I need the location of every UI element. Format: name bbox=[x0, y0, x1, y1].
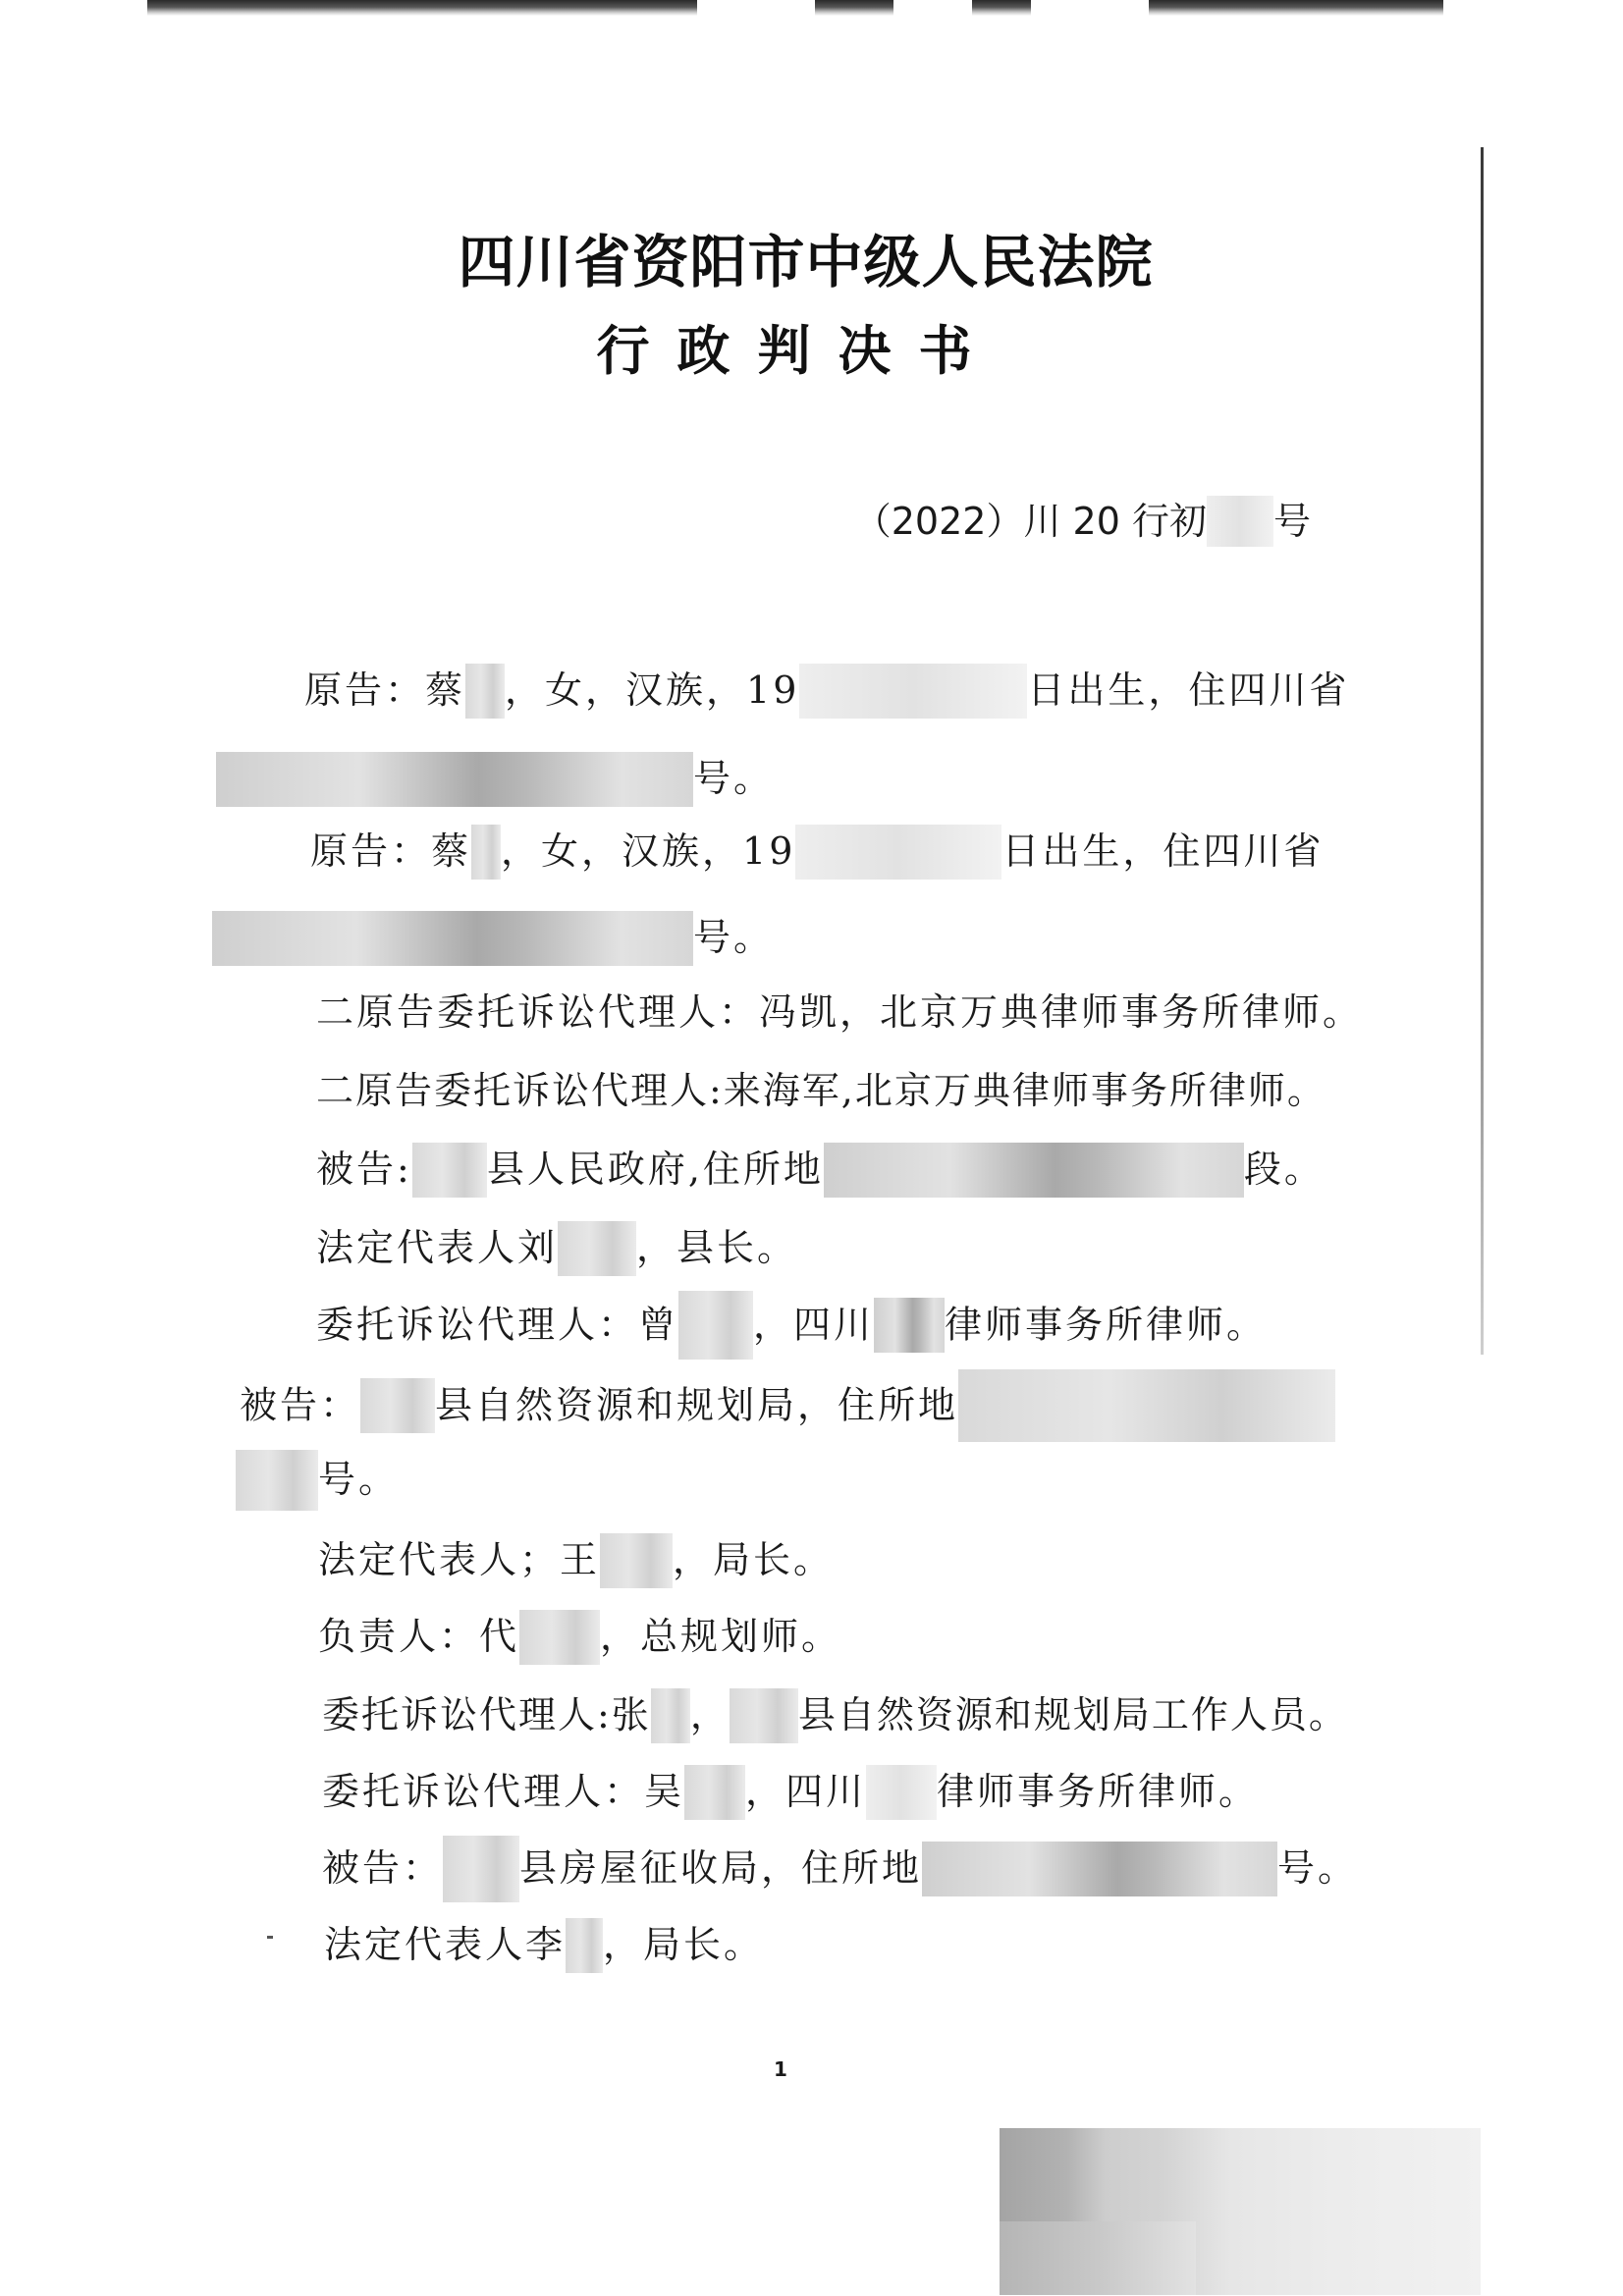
redaction-block bbox=[212, 911, 693, 966]
redaction-block bbox=[958, 1369, 1335, 1442]
defendant1-rep bbox=[316, 1217, 797, 1279]
defendant3-line bbox=[322, 1838, 1358, 1905]
plaintiff2-birth: 日出生，住四川省 bbox=[1001, 829, 1325, 873]
defendant2-rep bbox=[318, 1529, 834, 1591]
plaintiff2-info: ，女，汉族，19 bbox=[501, 829, 796, 873]
redaction-block bbox=[600, 1533, 673, 1588]
redacted-stamp bbox=[1000, 2128, 1481, 2295]
defendant2-agent2 bbox=[322, 1761, 1259, 1823]
defendant3-name: 县房屋征收局，住所地 bbox=[519, 1846, 923, 1890]
scan-edge-gap bbox=[697, 0, 815, 16]
defendant1-address-end: 段。 bbox=[1243, 1148, 1325, 1191]
plaintiff2-line1 bbox=[310, 821, 1324, 882]
redaction-block bbox=[360, 1378, 435, 1433]
redaction-block bbox=[471, 825, 501, 880]
defendant3-label: 被告： bbox=[322, 1846, 444, 1890]
plaintiff2-line2 bbox=[212, 907, 774, 969]
defendant3-rep bbox=[324, 1914, 764, 1976]
plaintiff1-address-end: 号。 bbox=[693, 757, 775, 800]
court-name: 四川省资阳市中级人民法院 bbox=[458, 229, 1154, 295]
redaction-block bbox=[236, 1450, 318, 1511]
redaction-block bbox=[412, 1143, 487, 1198]
redaction-block bbox=[795, 825, 1001, 880]
defendant2-head-label: 负责人：代 bbox=[318, 1615, 520, 1658]
defendant1-agent-firm-end: 律师事务所律师。 bbox=[945, 1303, 1268, 1347]
redaction-block bbox=[558, 1221, 636, 1276]
defendant2-line1 bbox=[240, 1372, 1335, 1445]
defendant2-address-end: 号。 bbox=[318, 1458, 400, 1501]
plaintiff2-address-end: 号。 bbox=[693, 916, 775, 959]
defendant2-line2 bbox=[236, 1449, 399, 1514]
plaintiff-agent2: 二原告委托诉讼代理人:来海军,北京万典律师事务所律师。 bbox=[316, 1069, 1326, 1112]
redaction-block bbox=[1000, 2221, 1196, 2295]
defendant2-rep-title: ，局长。 bbox=[673, 1538, 835, 1581]
redaction-block bbox=[874, 1298, 945, 1353]
defendant2-agent1 bbox=[322, 1684, 1348, 1746]
redaction-block bbox=[519, 1610, 600, 1665]
redaction-block bbox=[824, 1143, 1244, 1198]
case-number-suffix: 号 bbox=[1272, 500, 1311, 543]
defendant2-agent2-label: 委托诉讼代理人：吴 bbox=[322, 1770, 685, 1813]
defendant2-rep-label: 法定代表人；王 bbox=[318, 1538, 601, 1581]
defendant2-agent2-firm-end: 律师事务所律师。 bbox=[937, 1770, 1260, 1813]
defendant2-head-title: ，总规划师。 bbox=[600, 1615, 842, 1658]
redaction-block bbox=[866, 1765, 937, 1820]
redaction-block bbox=[216, 752, 693, 807]
redaction-block bbox=[684, 1765, 745, 1820]
redaction-block bbox=[566, 1918, 603, 1973]
redaction-block bbox=[799, 664, 1027, 719]
defendant1-agent-label: 委托诉讼代理人：曾 bbox=[316, 1303, 679, 1347]
defendant2-agent1-label: 委托诉讼代理人:张 bbox=[322, 1693, 651, 1736]
defendant2-agent1-org: 县自然资源和规划局工作人员。 bbox=[797, 1693, 1348, 1736]
plaintiff1-line1 bbox=[304, 660, 1349, 721]
defendant1-label: 被告: bbox=[316, 1148, 412, 1191]
redaction-block bbox=[651, 1688, 690, 1743]
defendant1-agent bbox=[316, 1294, 1267, 1362]
plaintiff1-info: ，女，汉族，19 bbox=[505, 668, 800, 712]
defendant2-label: 被告： bbox=[240, 1383, 361, 1427]
defendant3-rep-label: 法定代表人李 bbox=[324, 1923, 567, 1966]
defendant1-name: 县人民政府,住所地 bbox=[486, 1148, 824, 1191]
defendant2-agent1-sep: ， bbox=[689, 1693, 730, 1736]
scan-edge-gap bbox=[893, 0, 972, 16]
defendant1-rep-label: 法定代表人刘 bbox=[316, 1226, 559, 1269]
redaction-block bbox=[443, 1836, 519, 1902]
defendant1-agent-firm: ，四川 bbox=[753, 1303, 875, 1347]
plaintiff2-label: 原告：蔡 bbox=[310, 829, 472, 873]
defendant1-line bbox=[316, 1139, 1325, 1201]
plaintiff-agent1: 二原告委托诉讼代理人：冯凯，北京万典律师事务所律师。 bbox=[316, 990, 1364, 1034]
scan-speck bbox=[267, 1936, 273, 1939]
scan-edge-gap bbox=[1031, 0, 1149, 16]
document-type: 行政判决书 bbox=[596, 320, 1000, 382]
plaintiff1-birth: 日出生，住四川省 bbox=[1027, 668, 1350, 712]
case-number-prefix: （2022）川 20 行初 bbox=[853, 500, 1207, 543]
redaction-block bbox=[1207, 496, 1273, 547]
plaintiff1-line2 bbox=[216, 748, 774, 810]
case-number bbox=[854, 491, 1311, 550]
plaintiff1-label: 原告：蔡 bbox=[304, 668, 466, 712]
defendant2-head bbox=[318, 1606, 841, 1668]
defendant1-rep-title: ，县长。 bbox=[636, 1226, 798, 1269]
redaction-block bbox=[678, 1291, 753, 1360]
redaction-block bbox=[465, 664, 505, 719]
defendant2-name: 县自然资源和规划局，住所地 bbox=[435, 1383, 959, 1427]
redaction-block bbox=[730, 1688, 798, 1743]
page-number: 1 bbox=[774, 2057, 787, 2081]
defendant3-address-end: 号。 bbox=[1277, 1846, 1359, 1890]
defendant2-agent2-firm: ，四川 bbox=[745, 1770, 867, 1813]
defendant3-rep-title: ，局长。 bbox=[603, 1923, 765, 1966]
scan-edge-top bbox=[147, 0, 1443, 16]
redaction-block bbox=[922, 1842, 1277, 1896]
